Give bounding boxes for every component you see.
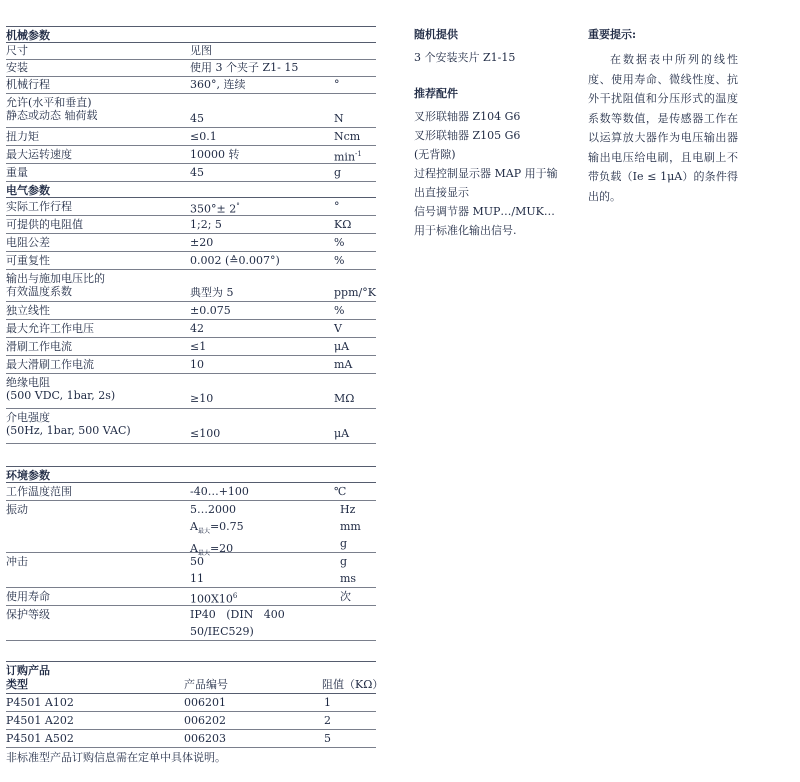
table-row: 保护等级 IP40 (DIN 400 50/IEC529) (6, 606, 376, 641)
accessories-text: 3 个安装夹片 Z1-15 (414, 51, 516, 64)
table-row: 最大运转速度 10000 转 $\min^{-1}$ (6, 146, 376, 164)
table-row: 最大滑刷工作电流 10 mA (6, 356, 376, 374)
table-row: 安装 使用 3 个夹子 Z1- 15 (6, 60, 376, 77)
section-title-order: 订购产品 (6, 661, 376, 677)
table-row: 绝缘电阻 (500 VDC, 1bar, 2s) ≥10 MΩ (6, 374, 376, 409)
recommended-line: 叉形联轴器 Z105 G6 (414, 129, 521, 142)
order-header-row: 类型 产品编号 阻值（KΩ） (6, 677, 376, 694)
notice-title: 重要提示: (588, 28, 637, 41)
table-row: 可重复性 0.002 (≙0.007°) % (6, 252, 376, 270)
table-row: 独立线性 ±0.075 % (6, 302, 376, 320)
table-row: 可提供的电阻值 1;2; 5 KΩ (6, 216, 376, 234)
table-row: P4501 A502 006203 5 (6, 730, 376, 748)
table-row: 最大允许工作电压 42 V (6, 320, 376, 338)
order-note: 非标准型产品订购信息需在定单中具体说明。 (6, 751, 226, 764)
table-row: P4501 A102 006201 1 (6, 694, 376, 712)
accessories-title: 随机提供 (414, 28, 458, 41)
table-row: 介电强度 (50Hz, 1bar, 500 VAC) ≤100 μA (6, 409, 376, 444)
table-row: 电阻公差 ±20 % (6, 234, 376, 252)
recommended-line: 信号调节器 MUP…/MUK… (414, 205, 555, 218)
accessories-column (414, 26, 584, 240)
section-title-electrical: 电气参数 (6, 182, 376, 198)
recommended-line: 出直接显示 (414, 186, 469, 199)
table-row: 实际工作行程 350°± 2° ° (6, 198, 376, 216)
table-row: 冲击 50 11 g ms (6, 553, 376, 588)
recommended-line: 用于标准化输出信号. (414, 224, 517, 237)
recommended-line: (无背隙) (414, 148, 456, 161)
notice-body: 在数据表中所列的线性度、使用寿命、微线性度、抗外干扰阻值和分压形式的温度系数等数值，是传感器工作在以运算放大器作为电压输出器输出电压给电刷，且电刷上不带负载（Ie ≤ 1μA）的条件得出的。 (588, 53, 738, 203)
table-row: 重量 45 g (6, 164, 376, 182)
recommended-line: 叉形联轴器 Z104 G6 (414, 110, 521, 123)
table-row: 允许(水平和垂直) 静态或动态 轴荷载 45 N (6, 94, 376, 128)
table-row: 扭力矩 ≤0.1 Ncm (6, 128, 376, 146)
recommended-line: 过程控制显示器 MAP 用于输 (414, 167, 558, 180)
table-row: 尺寸 见图 (6, 43, 376, 60)
table-row: 机械行程 360°, 连续 ° (6, 77, 376, 94)
table-row: 滑刷工作电流 ≤1 μA (6, 338, 376, 356)
section-title-mechanical: 机械参数 (6, 26, 376, 43)
spec-table (6, 26, 384, 766)
table-row: 振动 5…2000 $A_{最大}=0.75$ $A_{最大}=20$ Hz mm g (6, 501, 376, 553)
recommended-title: 推荐配件 (414, 87, 458, 100)
table-row: P4501 A202 006202 2 (6, 712, 376, 730)
section-title-environmental: 环境参数 (6, 466, 376, 483)
table-row: 使用寿命 $100X10^6$ 次 (6, 588, 376, 606)
table-row: 工作温度范围 -40…+100 ℃ (6, 483, 376, 501)
notice-column (588, 26, 738, 206)
table-row: 输出与施加电压比的 有效温度系数 典型为 5 ppm/°K (6, 270, 376, 302)
